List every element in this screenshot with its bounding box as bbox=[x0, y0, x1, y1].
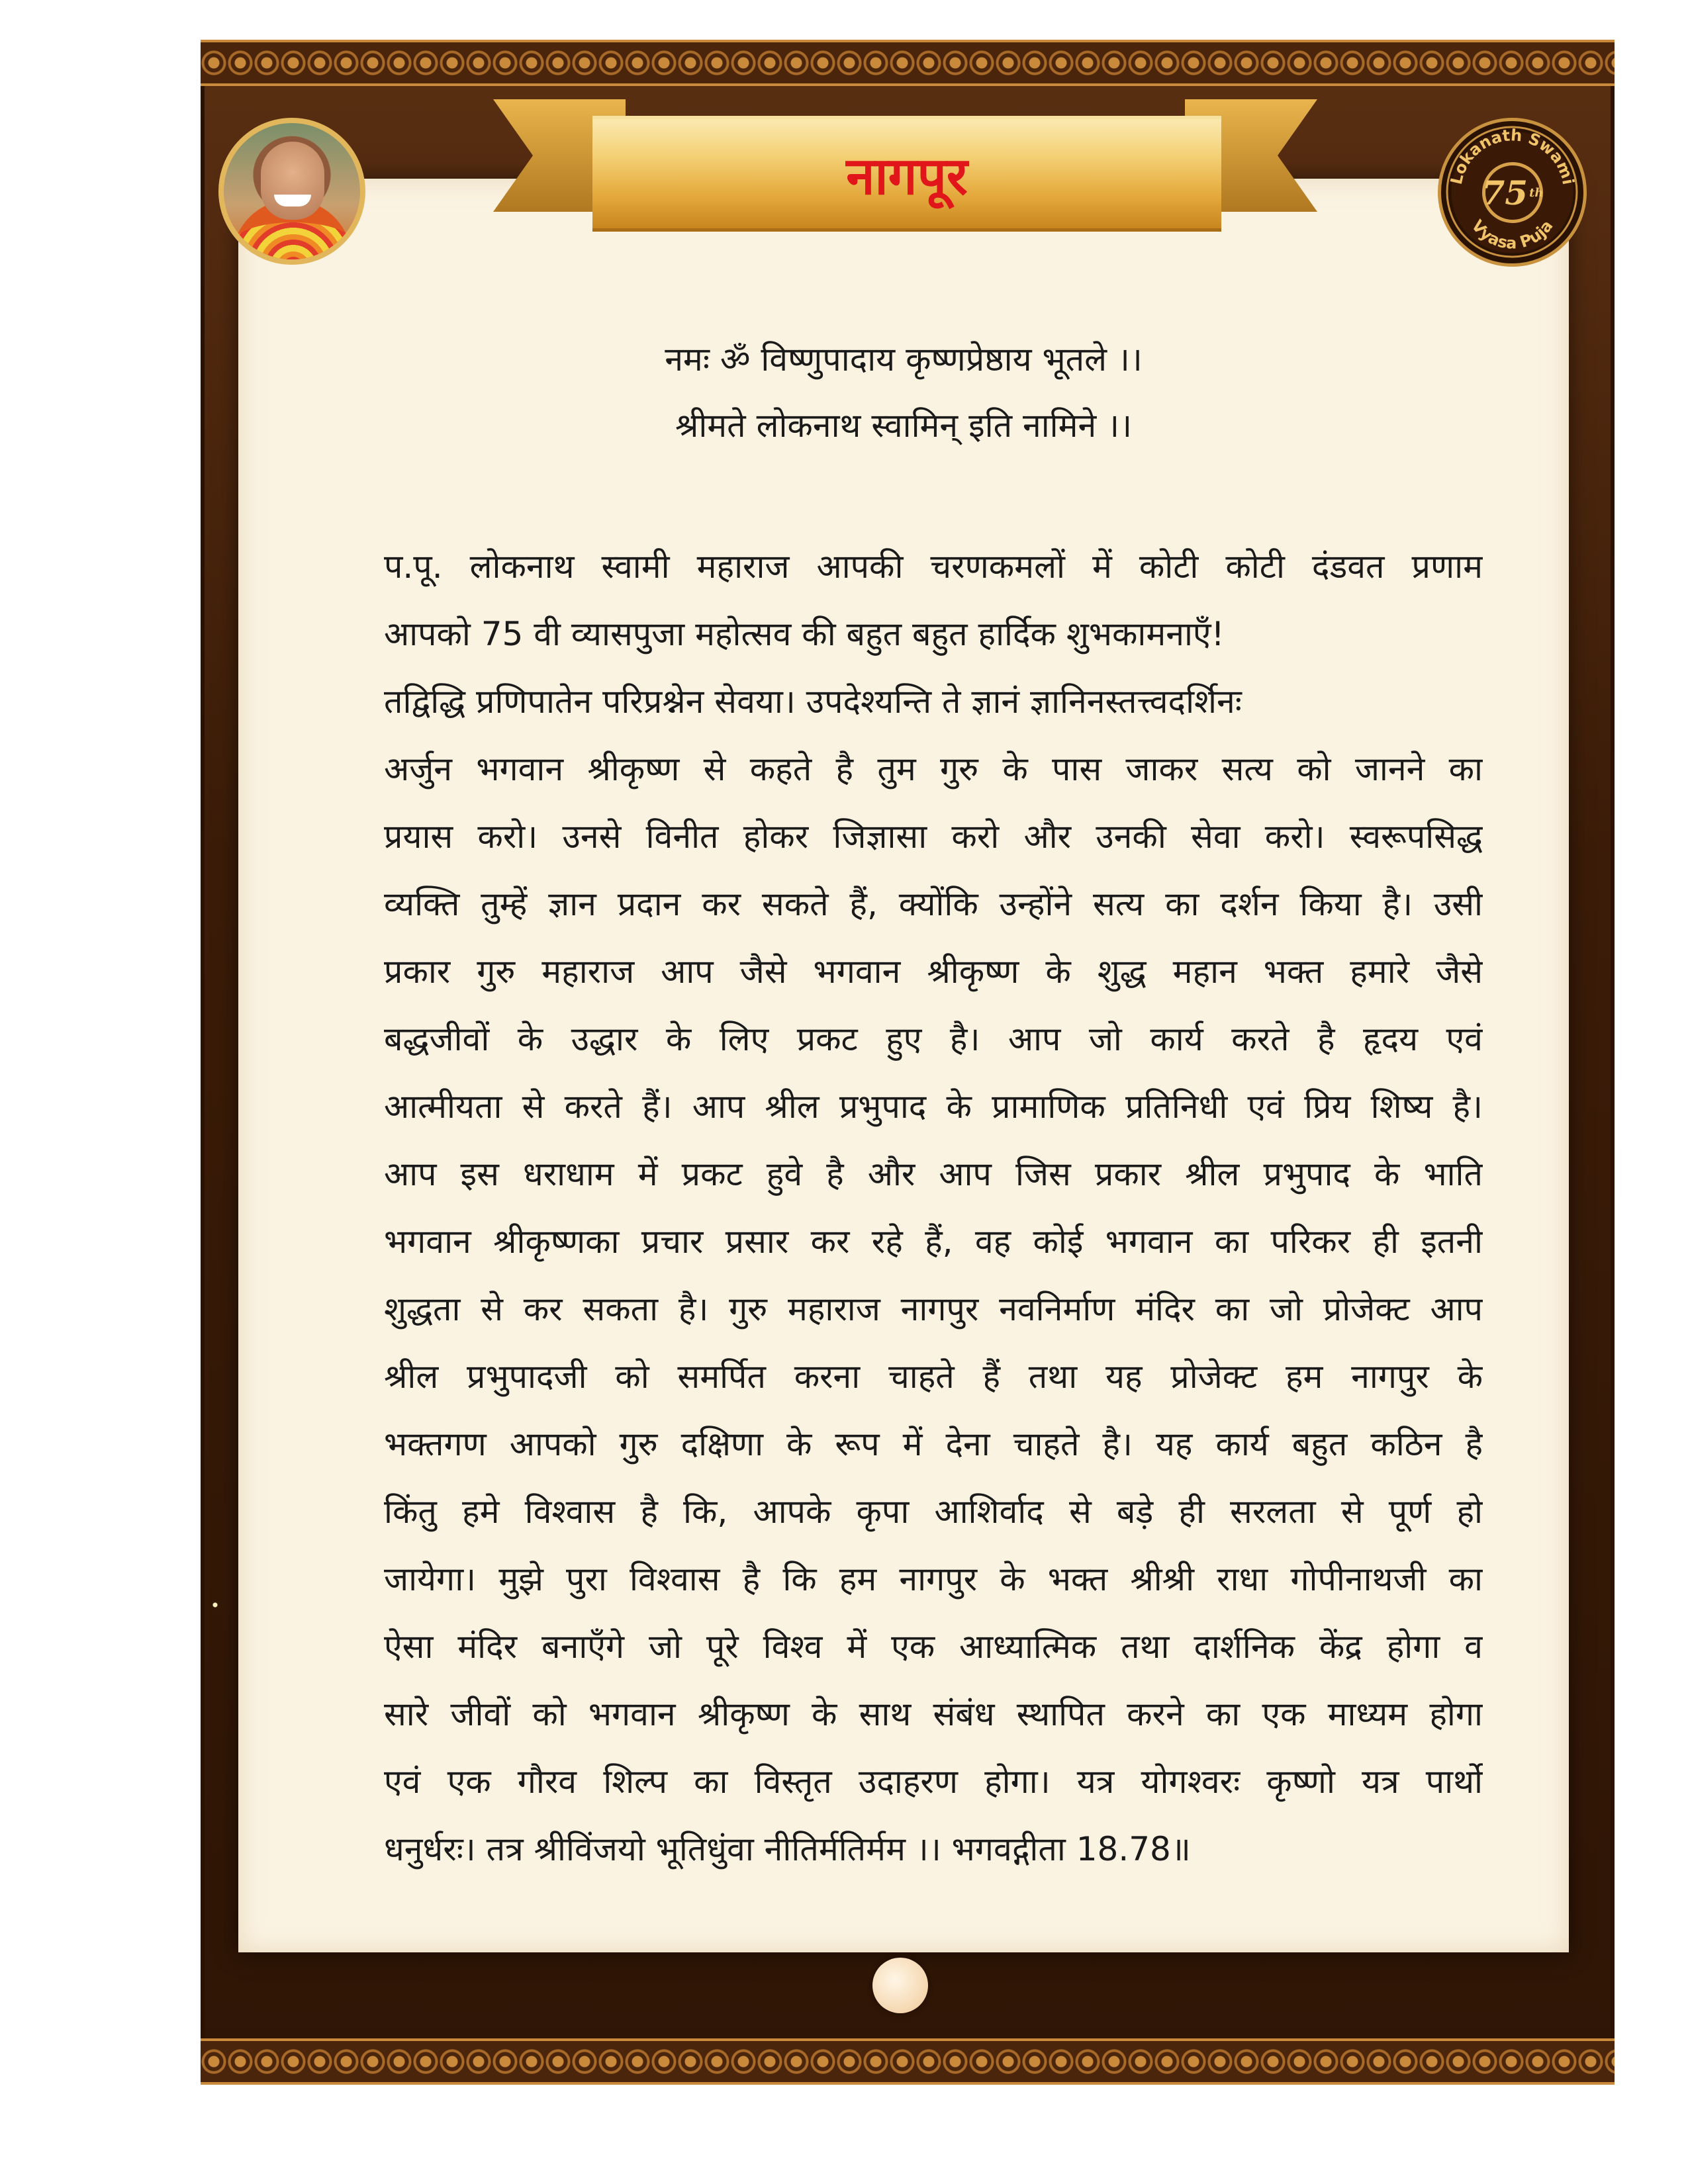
vyasa-puja-badge-logo bbox=[1438, 118, 1587, 267]
sparkle-icon bbox=[211, 1600, 220, 1610]
body-line: प्रयास करो। उनसे विनीत होकर जिज्ञासा करो और उनकी सेवा करो। स्वरूपसिद्ध bbox=[384, 817, 1483, 856]
letter-body bbox=[384, 533, 1483, 1883]
body-line: भक्तगण आपको गुरु दक्षिणा के रूप में देना चाहते है। यह कार्य बहुत कठिन है bbox=[384, 1425, 1483, 1463]
body-line: एवं एक गौरव शिल्प का विस्तृत उदाहरण होगा। यत्र योगश्वरः कृष्णो यत्र पार्थो bbox=[384, 1762, 1483, 1801]
avatar-face bbox=[261, 142, 324, 220]
body-line: ऐसा मंदिर बनाएँगे जो पूरे विश्व में एक आध्यात्मिक तथा दार्शनिक केंद्र होगा व bbox=[384, 1627, 1483, 1666]
avatar-garland bbox=[230, 222, 356, 265]
badge-number bbox=[1482, 162, 1543, 223]
body-line: शुद्धता से कर सकता है। गुरु महाराज नागपुर नवनिर्माण मंदिर का जो प्रोजेक्ट आप bbox=[384, 1290, 1483, 1328]
body-line: जायेगा। मुझे पुरा विश्वास है कि हम नागपुर के भक्त श्रीश्री राधा गोपीनाथजी का bbox=[384, 1560, 1483, 1598]
shloka-line-2: श्रीमते लोकनाथ स्वामिन् इति नामिने ।। bbox=[675, 406, 1133, 445]
body-line: आत्मीयता से करते हैं। आप श्रील प्रभुपाद के प्रामाणिक प्रतिनिधी एवं प्रिय शिष्य है। bbox=[384, 1087, 1483, 1126]
body-line: आपको 75 वी व्यासपुजा महोत्सव की बहुत बहुत हार्दिक शुभकामनाएँ! bbox=[384, 615, 1225, 653]
body-line: धनुर्धरः। तत्र श्रीविंजयो भूतिधुंवा नीतिर्मतिर्मम ।। भगवद्गीता 18.78॥ bbox=[384, 1830, 1191, 1868]
badge-number-suffix: th bbox=[1529, 185, 1544, 200]
avatar bbox=[218, 118, 365, 265]
page-dot-ornament bbox=[872, 1958, 928, 2013]
body-line: बद्धजीवों के उद्धार के लिए प्रकट हुए है। आप जो कार्य करते है हृदय एवं bbox=[384, 1020, 1483, 1058]
ornamental-border-top bbox=[201, 40, 1615, 86]
badge-text-top: Lokanath Swami bbox=[1446, 126, 1578, 187]
body-line: आप इस धराधाम में प्रकट हुवे है और आप जिस प्रकार श्रील प्रभुपाद के भाति bbox=[384, 1155, 1483, 1193]
body-line: प.पू. लोकनाथ स्वामी महाराज आपकी चरणकमलों में कोटी कोटी दंडवत प्रणाम bbox=[384, 547, 1483, 586]
badge-number-value: 75 bbox=[1481, 173, 1528, 212]
body-line: सारे जीवों को भगवान श्रीकृष्ण के साथ संबंध स्थापित करने का एक माध्यम होगा bbox=[384, 1695, 1483, 1733]
body-line: किंतु हमे विश्वास है कि, आपके कृपा आशिर्वाद से बड़े ही सरलता से पूर्ण हो bbox=[384, 1492, 1483, 1531]
body-line: व्यक्ति तुम्हें ज्ञान प्रदान कर सकते हैं, क्योंकि उन्होंने सत्य का दर्शन किया है। उसी bbox=[384, 885, 1483, 923]
title-ribbon bbox=[592, 116, 1221, 232]
body-line: तद्विद्धि प्रणिपातेन परिप्रश्नेन सेवया। उपदेश्यन्ति ते ज्ञानं ज्ञानिनस्तत्त्वदर्शिनः bbox=[384, 682, 1242, 721]
page-title: नागपूर bbox=[846, 146, 968, 206]
body-line: अर्जुन भगवान श्रीकृष्ण से कहते है तुम गुरु के पास जाकर सत्य को जानने का bbox=[384, 750, 1483, 788]
shloka-line-1: नमः ॐ विष्णुपादाय कृष्णप्रेष्ठाय भूतले ।। bbox=[665, 340, 1143, 379]
body-line: श्रील प्रभुपादजी को समर्पित करना चाहते हैं तथा यह प्रोजेक्ट हम नागपुर के bbox=[384, 1357, 1483, 1396]
body-line: भगवान श्रीकृष्णका प्रचार प्रसार कर रहे हैं, वह कोई भगवान का परिकर ही इतनी bbox=[384, 1222, 1483, 1261]
ornamental-border-bottom bbox=[201, 2038, 1615, 2085]
badge-text-bottom: Vyasa Puja bbox=[1468, 216, 1557, 253]
body-line: प्रकार गुरु महाराज आप जैसे भगवान श्रीकृष्ण के शुद्ध महान भक्त हमारे जैसे bbox=[384, 952, 1483, 991]
